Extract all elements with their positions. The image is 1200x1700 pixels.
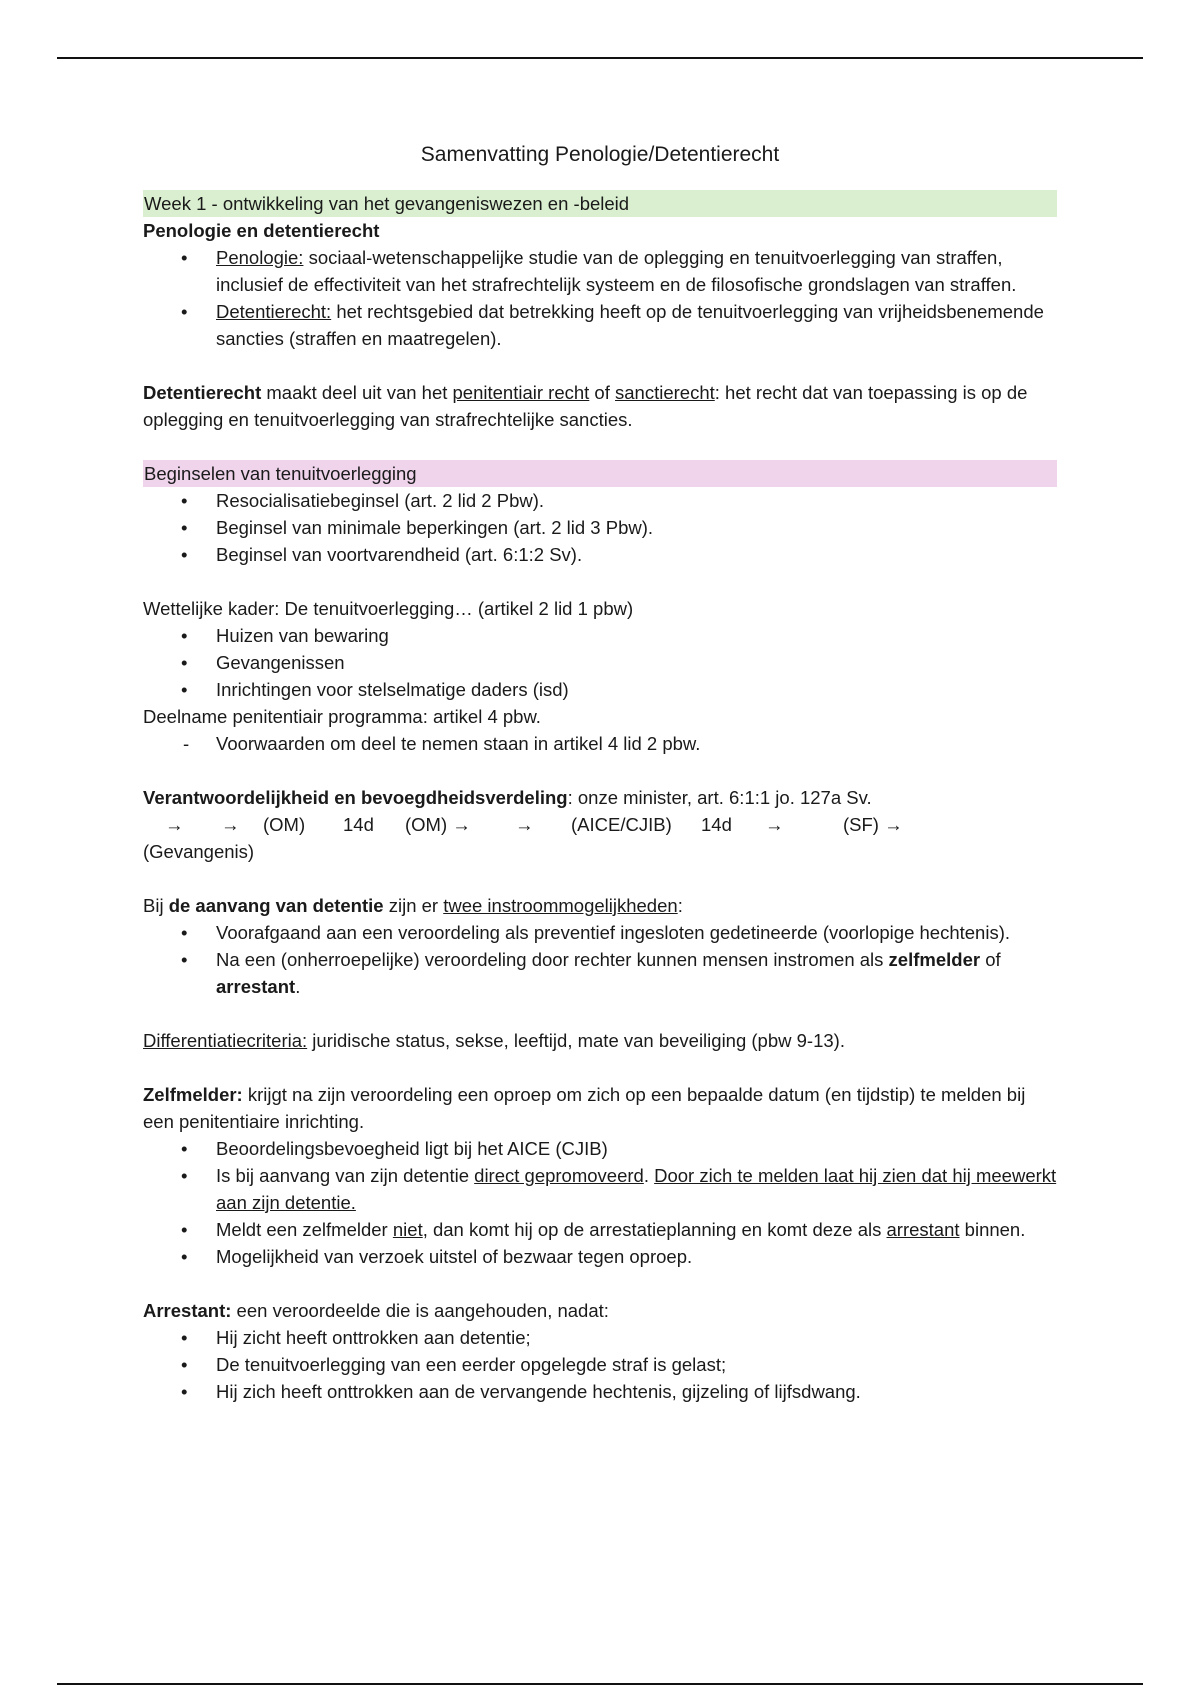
document-title: Samenvatting Penologie/Detentierecht: [420, 143, 780, 166]
bold-term: Arrestant:: [143, 1300, 232, 1321]
definition-list: [143, 244, 1057, 352]
list-item: [216, 946, 1057, 1000]
list-item: [216, 1216, 1057, 1243]
flow-step: (OM): [263, 814, 306, 835]
underlined-term: twee instroommogelijkheden: [443, 895, 678, 916]
spacer: [143, 1000, 1057, 1027]
text: Na een (onherroepelijke) veroordeling door rechter kunnen mensen instromen als: [216, 949, 889, 970]
list-item: • De tenuitvoerlegging van een eerder opgelegde straf is gelast;: [216, 1351, 1057, 1378]
flow-arrow: →: [221, 814, 240, 835]
text: :: [677, 895, 683, 916]
document-page: [143, 140, 1057, 1405]
definition-text: het rechtsgebied dat betrekking heeft op de tenuitvoerlegging van vrijheidsbenemende sancties (straffen en maatregelen).: [216, 301, 1044, 349]
term-penologie: Penologie:: [216, 247, 304, 268]
spacer: [143, 865, 1057, 892]
text: : onze minister, art. 6:1:1 jo. 127a Sv.: [567, 787, 872, 808]
bold-term: Verantwoordelijkheid en bevoegdheidsverdeling: [143, 787, 568, 808]
text: : het recht dat van toepassing is op de oplegging en tenuitvoerlegging van strafrechtelijke sancties.: [143, 382, 1028, 430]
arrestant-list: [143, 1324, 1057, 1405]
kader-list: [143, 622, 1057, 703]
underlined-term: niet: [392, 1219, 423, 1240]
beginselen-list: [143, 487, 1057, 568]
spacer: [143, 1270, 1057, 1297]
flow-step: (OM) →: [405, 814, 471, 835]
underlined-term: direct gepromoveerd: [474, 1165, 644, 1186]
flow-end: (Gevangenis): [143, 841, 255, 862]
list-item: [216, 1162, 1057, 1216]
spacer: [143, 1054, 1057, 1081]
aanvang-paragraph: [143, 892, 1057, 919]
list-item: • Beoordelingsbevoegheid ligt bij het AICE (CJIB): [216, 1135, 1057, 1162]
list-item: • Hij zich heeft onttrokken aan de vervangende hechtenis, gijzeling of lijfsdwang.: [216, 1378, 1057, 1405]
list-item: • Voorafgaand aan een veroordeling als preventief ingesloten gedetineerde (voorlopige hechtenis).: [216, 919, 1057, 946]
flow-step: (SF) →: [843, 814, 903, 835]
instroom-list: [143, 919, 1057, 1000]
text: krijgt na zijn veroordeling een oproep om zich op een bepaalde datum (en tijdstip) te melden bij een penitentiaire inrichting.: [143, 1084, 1026, 1132]
flow-step: 14d: [701, 814, 732, 835]
flow-step: 14d: [343, 814, 374, 835]
text: een veroordeelde die is aangehouden, nadat:: [231, 1300, 609, 1321]
section-heading-penologie: [143, 217, 1057, 244]
list-item: [216, 244, 1057, 298]
list-item: • Huizen van bewaring: [216, 622, 1057, 649]
spacer: [143, 352, 1057, 379]
text: of: [589, 382, 616, 403]
underlined-term: sanctierecht: [615, 382, 715, 403]
paragraph-detentierecht: [143, 379, 1057, 433]
underlined-term: arrestant: [886, 1219, 960, 1240]
list-item: • Inrichtingen voor stelselmatige daders (isd): [216, 676, 1057, 703]
term-detentierecht: Detentierecht:: [216, 301, 332, 322]
spacer: [143, 757, 1057, 784]
bold-term: Zelfmelder:: [143, 1084, 243, 1105]
text: .: [643, 1165, 655, 1186]
text: Bij: [143, 895, 169, 916]
list-item: • Beginsel van minimale beperkingen (art. 2 lid 3 Pbw).: [216, 514, 1057, 541]
verantwoordelijkheid-paragraph: [143, 784, 1057, 811]
bold-term: arrestant: [216, 976, 296, 997]
list-item: • Gevangenissen: [216, 649, 1057, 676]
flow-step: (AICE/CJIB): [571, 814, 672, 835]
beginselen-header: Beginselen van tenuitvoerlegging: [143, 460, 1057, 487]
zelfmelder-list: [143, 1135, 1057, 1270]
bold-term: Detentierecht: [143, 382, 262, 403]
footer-rule: [57, 1683, 1143, 1685]
spacer: [143, 568, 1057, 595]
flow-arrow: →: [765, 814, 784, 835]
text: Is bij aanvang van zijn detentie: [216, 1165, 475, 1186]
text: .: [295, 976, 301, 997]
text: of: [980, 949, 1001, 970]
list-item: [216, 298, 1057, 352]
underlined-term: Differentiatiecriteria:: [143, 1030, 308, 1051]
arrestant-paragraph: [143, 1297, 1057, 1324]
week-header: Week 1 - ontwikkeling van het gevangeniswezen en -beleid: [143, 190, 1057, 217]
text: zijn er: [383, 895, 444, 916]
definition-text: sociaal-wetenschappelijke studie van de oplegging en tenuitvoerlegging van straffen, inclusief de effectiviteit van het strafrechtelijk systeem en de filosofische grondslagen van straffen.: [216, 247, 1017, 295]
zelfmelder-paragraph: [143, 1081, 1057, 1135]
spacer: [143, 433, 1057, 460]
bold-term: zelfmelder: [888, 949, 981, 970]
flow-arrow: →: [515, 814, 534, 835]
underlined-term: penitentiair recht: [452, 382, 590, 403]
flow-diagram: [143, 811, 1057, 838]
text: maakt deel uit van het: [261, 382, 453, 403]
header-rule: [57, 57, 1143, 59]
list-item: • Beginsel van voortvarendheid (art. 6:1:2 Sv).: [216, 541, 1057, 568]
list-item: • Resocialisatiebeginsel (art. 2 lid 2 Pbw).: [216, 487, 1057, 514]
list-item: • Mogelijkheid van verzoek uitstel of bezwaar tegen oproep.: [216, 1243, 1057, 1270]
differentiatie-paragraph: [143, 1027, 1057, 1054]
deelname-list: [143, 730, 1057, 757]
flow-arrow: →: [165, 814, 184, 835]
text: Meldt een zelfmelder: [216, 1219, 393, 1240]
bold-term: de aanvang van detentie: [168, 895, 384, 916]
text: juridische status, sekse, leeftijd, mate van beveiliging (pbw 9-13).: [307, 1030, 845, 1051]
text: , dan komt hij op de arrestatieplanning en komt deze als: [422, 1219, 887, 1240]
list-item: • Hij zicht heeft onttrokken aan detentie;: [216, 1324, 1057, 1351]
text: binnen.: [959, 1219, 1026, 1240]
deelname-paragraph: Deelname penitentiair programma: artikel 4 pbw.: [143, 706, 541, 727]
underlined-term: Door zich te melden laat hij zien dat hij meewerkt aan zijn detentie.: [216, 1165, 1057, 1213]
list-item: - Voorwaarden om deel te nemen staan in artikel 4 lid 2 pbw.: [216, 730, 1057, 757]
wettelijk-kader: Wettelijke kader: De tenuitvoerlegging… (artikel 2 lid 1 pbw): [143, 598, 634, 619]
heading-text: Penologie en detentierecht: [143, 220, 380, 241]
